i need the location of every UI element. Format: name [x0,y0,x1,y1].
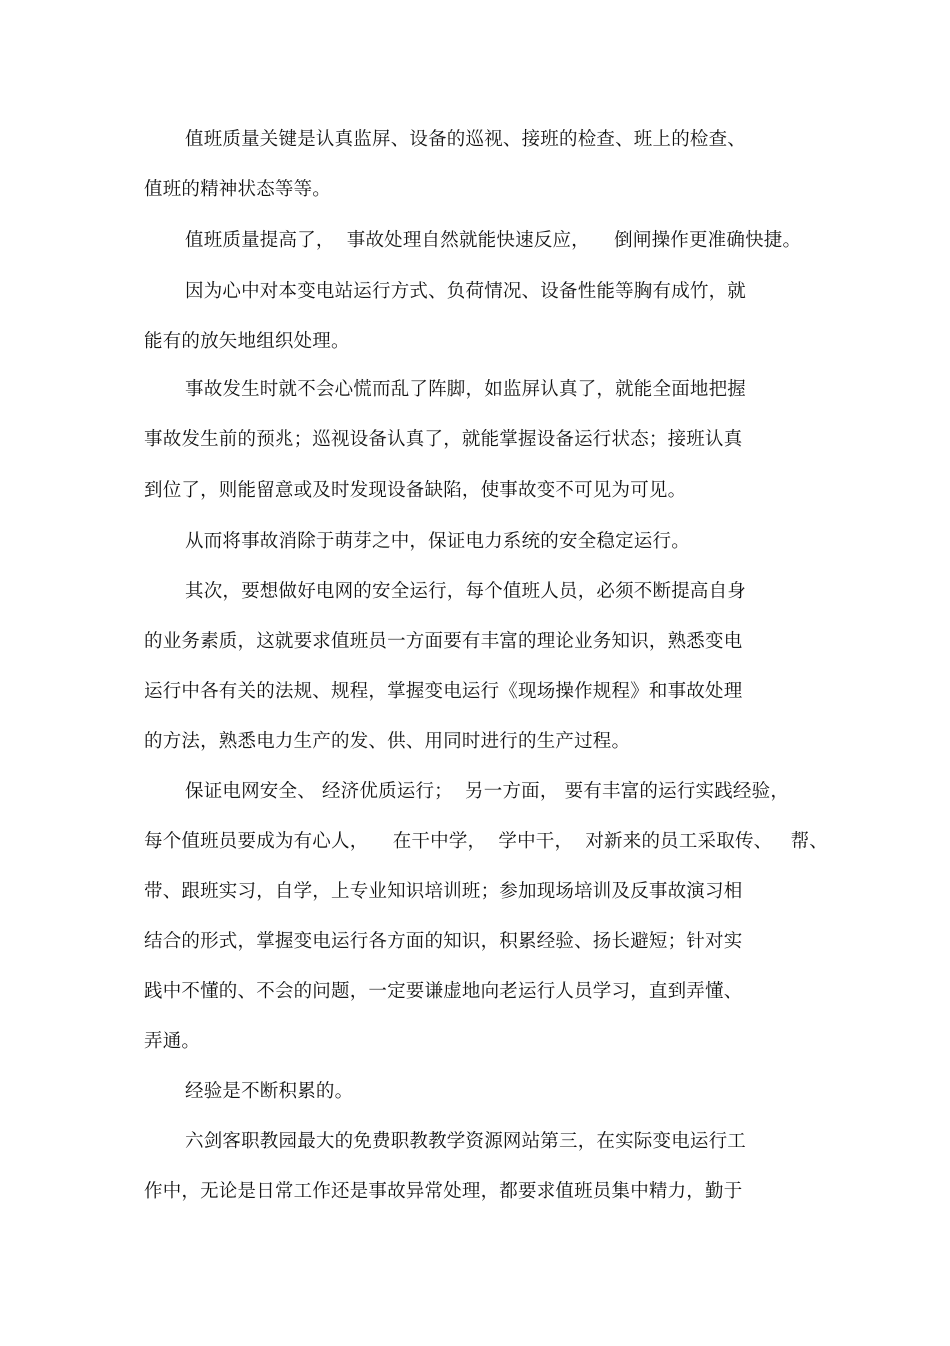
text-line: 事故发生前的预兆；巡视设备认真了，就能掌握设备运行状态；接班认真 [144,429,743,450]
text-line: 作中，无论是日常工作还是事故异常处理，都要求值班员集中精力，勤于 [144,1181,743,1202]
text-line: 到位了，则能留意或及时发现设备缺陷，使事故变不可见为可见。 [144,480,687,501]
text-line: 能有的放矢地组织处理。 [144,331,350,352]
text-line: 每个值班员要成为有心人， 在干中学， 学中干， 对新来的员工采取传、 帮、 [144,831,828,852]
text-line: 值班质量提高了， 事故处理自然就能快速反应， 倒闸操作更准确快捷。 [185,230,802,251]
text-line: 六剑客职教园最大的免费职教教学资源网站第三，在实际变电运行工 [185,1131,747,1152]
text-line: 值班的精神状态等等。 [144,179,332,200]
text-line: 的业务素质，这就要求值班员一方面要有丰富的理论业务知识，熟悉变电 [144,631,743,652]
text-line: 的方法，熟悉电力生产的发、供、用同时进行的生产过程。 [144,731,631,752]
text-line: 其次，要想做好电网的安全运行，每个值班人员，必须不断提高自身 [185,581,747,602]
text-line: 结合的形式，掌握变电运行各方面的知识，积累经验、扬长避短；针对实 [144,931,743,952]
text-line: 带、跟班实习，自学，上专业知识培训班；参加现场培训及反事故演习相 [144,881,743,902]
text-line: 因为心中对本变电站运行方式、负荷情况、设备性能等胸有成竹，就 [185,281,747,302]
text-line: 从而将事故消除于萌芽之中，保证电力系统的安全稳定运行。 [185,531,690,552]
text-line: 运行中各有关的法规、规程，掌握变电运行《现场操作规程》和事故处理 [144,681,743,702]
text-line: 事故发生时就不会心慌而乱了阵脚，如监屏认真了，就能全面地把握 [185,379,747,400]
text-line: 践中不懂的、不会的问题，一定要谦虚地向老运行人员学习，直到弄懂、 [144,981,743,1002]
text-line: 保证电网安全、 经济优质运行； 另一方面， 要有丰富的运行实践经验， [185,781,790,802]
text-line: 值班质量关键是认真监屏、设备的巡视、接班的检查、班上的检查、 [185,129,747,150]
text-line: 弄通。 [144,1031,201,1052]
text-line: 经验是不断积累的。 [185,1081,354,1102]
